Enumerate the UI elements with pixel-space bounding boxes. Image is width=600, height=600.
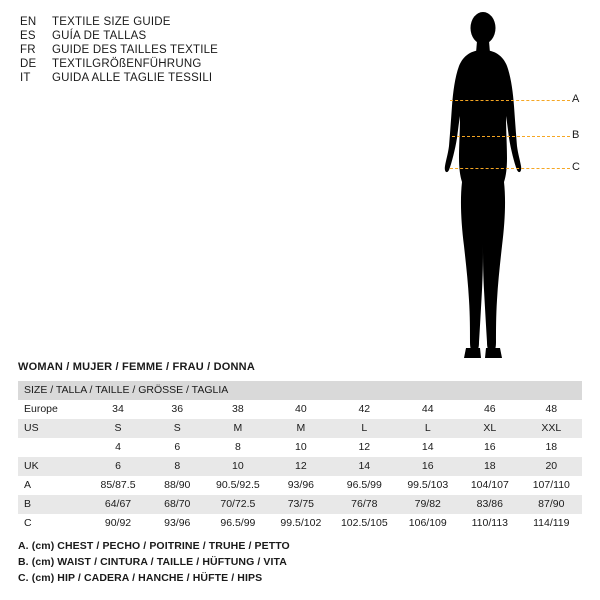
title-row [20, 72, 350, 84]
cell: 70/72.5 [220, 498, 256, 510]
cell: 96.5/99 [346, 479, 382, 491]
row-label-us: US [24, 422, 39, 434]
measure-label-b: B [572, 129, 580, 141]
cell: L [424, 422, 431, 434]
section-heading: WOMAN / MUJER / FEMME / FRAU / DONNA [18, 361, 255, 373]
title-text-es: GUÍA DE TALLAS [52, 30, 147, 42]
cell: 90/92 [104, 517, 132, 529]
title-row [20, 58, 350, 70]
measure-line-c [450, 168, 570, 169]
cell: 8 [234, 441, 241, 453]
cell: 83/86 [476, 498, 503, 510]
cell: 114/119 [533, 517, 570, 529]
cell: 90.5/92.5 [215, 479, 260, 491]
cell: 87/90 [538, 498, 565, 510]
title-lang-en: EN [20, 16, 37, 28]
cell: M [296, 422, 306, 434]
table-row [18, 419, 582, 438]
title-lang-es: ES [20, 30, 36, 42]
row-label-europe: Europe [24, 403, 58, 415]
cell: 6 [115, 460, 121, 472]
cell: 12 [358, 441, 371, 453]
cell: 106/109 [408, 517, 447, 529]
row-label-c: C [24, 517, 32, 529]
legend-line-b: B. (cm) WAIST / CINTURA / TAILLE / HÜFTUNG / VITA [18, 556, 287, 568]
table-row [18, 457, 582, 476]
title-lang-fr: FR [20, 44, 36, 56]
row-label-b: B [24, 498, 32, 510]
cell: 18 [483, 460, 496, 472]
cell: M [233, 422, 243, 434]
cell: 46 [483, 403, 496, 415]
cell: 99.5/103 [407, 479, 449, 491]
title-block [20, 16, 350, 86]
cell: 10 [295, 441, 307, 453]
cell: 36 [171, 403, 184, 415]
cell: 85/87.5 [100, 479, 136, 491]
row-label-a: A [24, 479, 32, 491]
title-lang-de: DE [20, 58, 37, 70]
cell: 14 [421, 441, 434, 453]
cell: 79/82 [414, 498, 441, 510]
measure-label-c: C [572, 161, 580, 173]
cell: 68/70 [164, 498, 191, 510]
title-text-en: TEXTILE SIZE GUIDE [52, 16, 171, 28]
title-text-it: GUIDA ALLE TAGLIE TESSILI [52, 72, 213, 84]
cell: 88/90 [164, 479, 191, 491]
table-header-row [18, 381, 582, 400]
cell: XXL [541, 422, 562, 434]
title-row [20, 16, 350, 28]
size-table [18, 381, 582, 533]
cell: 6 [174, 441, 181, 453]
table-row [18, 476, 582, 495]
cell: 48 [545, 403, 558, 415]
cell: 12 [295, 460, 307, 472]
table-row [18, 514, 582, 533]
measure-line-a [450, 100, 570, 101]
cell: 102.5/105 [340, 517, 388, 529]
title-row [20, 30, 350, 42]
cell: 93/96 [287, 479, 314, 491]
cell: 42 [358, 403, 371, 415]
row-label-us-numeric [18, 438, 88, 457]
row-label-uk: UK [24, 460, 39, 472]
cell: 93/96 [164, 517, 191, 529]
cell: S [114, 422, 122, 434]
cell: 104/107 [470, 479, 509, 491]
legend-line-a: A. (cm) CHEST / PECHO / POITRINE / TRUHE / PETTO [18, 540, 290, 552]
cell: 8 [174, 460, 181, 472]
cell: 40 [295, 403, 307, 415]
cell: 44 [421, 403, 434, 415]
cell: 14 [358, 460, 371, 472]
cell: 4 [115, 441, 121, 453]
measure-label-a: A [572, 93, 580, 105]
cell: 96.5/99 [220, 517, 256, 529]
table-row [18, 400, 582, 419]
female-silhouette-icon [400, 8, 595, 368]
cell: 64/67 [104, 498, 132, 510]
title-text-de: TEXTILGRÖßENFÜHRUNG [52, 58, 202, 70]
cell: 16 [483, 441, 496, 453]
cell: 16 [421, 460, 434, 472]
cell: S [173, 422, 181, 434]
measure-line-b [452, 136, 570, 137]
table-header-label: SIZE / TALLA / TAILLE / GRÖSSE / TAGLIA [24, 384, 229, 396]
cell: XL [483, 422, 497, 434]
cell: 76/78 [351, 498, 378, 510]
title-text-fr: GUIDE DES TAILLES TEXTILE [52, 44, 219, 56]
cell: L [361, 422, 368, 434]
cell: 18 [545, 441, 558, 453]
table-row [18, 438, 582, 457]
figure-wrap [400, 8, 595, 368]
table-row [18, 495, 582, 514]
cell: 110/113 [471, 517, 509, 529]
legend-line-c: C. (cm) HIP / CADERA / HANCHE / HÜFTE / HIPS [18, 572, 263, 584]
cell: 10 [232, 460, 244, 472]
cell: 38 [232, 403, 244, 415]
cell: 20 [545, 460, 558, 472]
cell: 73/75 [287, 498, 314, 510]
cell: 34 [112, 403, 124, 415]
legend [18, 540, 578, 588]
cell: 107/110 [532, 479, 570, 491]
cell: 99.5/102 [280, 517, 322, 529]
title-row [20, 44, 350, 56]
title-lang-it: IT [20, 72, 31, 84]
